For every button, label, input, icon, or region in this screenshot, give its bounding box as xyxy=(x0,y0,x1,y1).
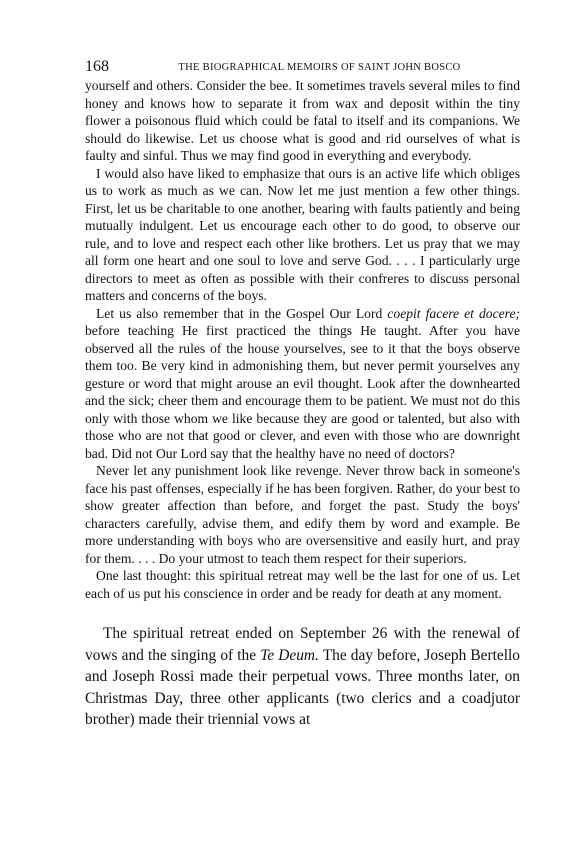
quote-paragraph-2: I would also have liked to emphasize that ours is an active life which obliges us to work as much as we can. Now let me just mention a few other things. First, let us be charitable to one another, bearing with faults patiently and being mutually indulgent. Let us encourage each other to do good, to observe our rule, and to love and respect each other like brothers. Let us pray that we may all form one heart and one soul to love and serve God. . . . I particularly urge directors to meet as often as possible with their confreres to discuss personal matters and concerns of the boys. xyxy=(85,165,520,303)
narrative-text-b: The day before, Joseph Bertello and Joseph Rossi made their perpetual vows. Three months later, on Christmas Day, three other applicants (two clerics and a coadjutor brother) made their triennial vows at xyxy=(85,646,520,728)
page-number: 168 xyxy=(85,58,109,75)
quote-paragraph-3-text-a: Let us also remember that in the Gospel Our Lord xyxy=(96,305,388,321)
quote-paragraph-3 xyxy=(85,305,520,463)
narrative-text xyxy=(85,623,520,731)
narrative-paragraph xyxy=(85,623,520,731)
running-head: THE BIOGRAPHICAL MEMOIRS OF SAINT JOHN BOSCO xyxy=(178,62,461,73)
quoted-address xyxy=(85,77,520,602)
te-deum-title: Te Deum. xyxy=(260,646,319,664)
page-header xyxy=(85,57,520,77)
quote-paragraph-5: One last thought: this spiritual retreat may well be the last for one of us. Let each of us put his conscience in order and be ready for death at any moment. xyxy=(85,568,520,601)
quote-paragraph-1: yourself and others. Consider the bee. It sometimes travels several miles to find honey and knows how to separate it from wax and deposit within the tiny flower a poisonous fluid which could be fatal to itself and its companions. We should do likewise. Let us choose what is good and rid ourselves of what is faulty and sinful. Thus we may find good in everything and everybody. xyxy=(85,78,520,163)
narrative-text-a: The spiritual retreat ended on September 26 with the renewal of vows and the singing of the xyxy=(85,625,520,664)
quote-paragraph-3-text-b: before teaching He first practiced the things He taught. After you have observed all the rules of the house yourselves, see to it that the boys observe them too. Be very kind in admonishing them, but never permit yourselves any gesture or word that might arouse an evil thought. Look after the downhearted and the sick; cheer them and encourage them to be patient. We must not do this only with those whom we like because they are good or talented, but also with those who are not that good or clever, and even with those who are downright bad. Did not Our Lord say that the healthy have no need of doctors? xyxy=(85,323,520,461)
quote-paragraph-4: Never let any punishment look like revenge. Never throw back in someone's face his past offenses, especially if he has been forgiven. Rather, do your best to show greater affection than before, and forget the past. Study the boys' characters carefully, advise them, and edify them by word and example. Be more understanding with boys who are oversensitive and easily hurt, and pray for them. . . . Do your utmost to teach them respect for their superiors. xyxy=(85,463,520,566)
latin-phrase: coepit facere et docere; xyxy=(387,305,521,321)
book-page xyxy=(85,57,520,731)
